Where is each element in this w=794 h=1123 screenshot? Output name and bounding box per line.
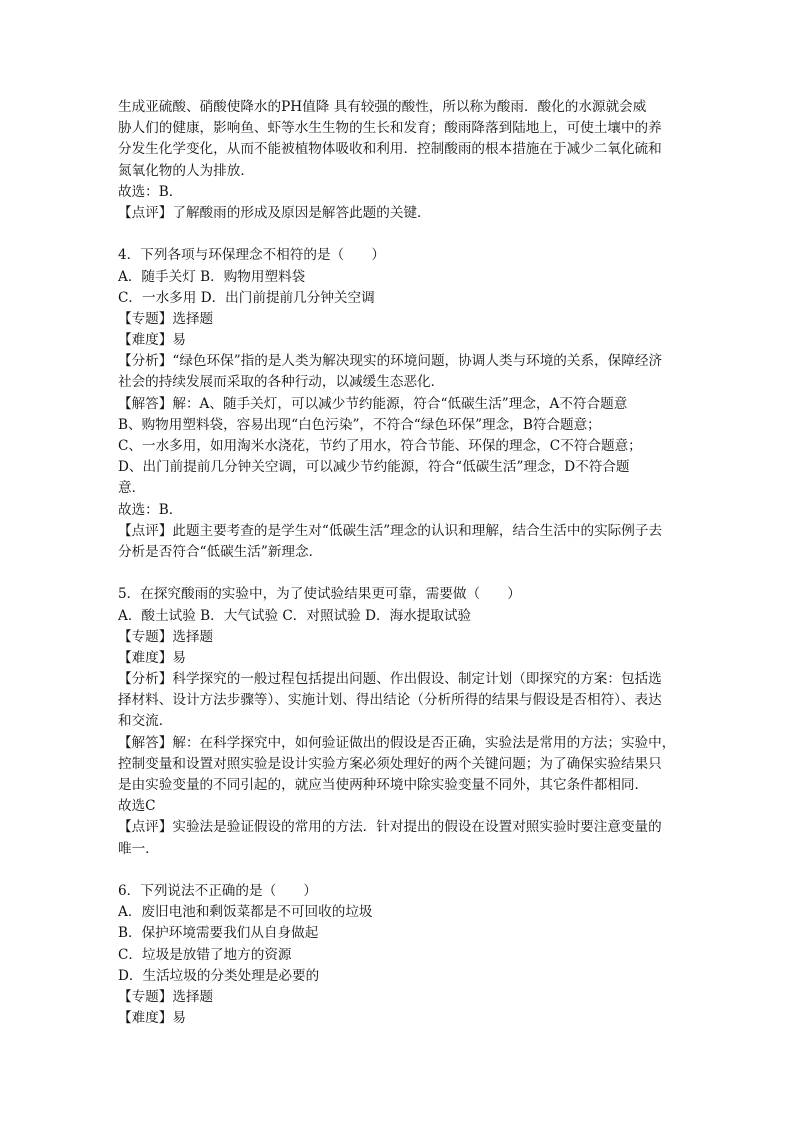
question-5 — [118, 584, 683, 859]
option-line: A．酸土试验 B．大气试验 C．对照试验 D．海水提取试验 — [118, 607, 472, 624]
paragraph-gap — [118, 563, 683, 584]
difficulty-line: 【难度】易 — [118, 649, 186, 666]
paragraph-gap — [118, 860, 683, 881]
document-page — [118, 97, 683, 1029]
text-line: 生成亚硫酸、硝酸使降水的PH值降 具有较强的酸性，所以称为酸雨．酸化的水源就会威 — [118, 99, 647, 115]
analysis-line: 和交流． — [118, 713, 173, 730]
option-line: C．垃圾是放错了地方的资源 — [118, 946, 292, 963]
question-stem: 5．在探究酸雨的实验中，为了使试验结果更可靠，需要做（ ） — [118, 586, 521, 603]
analysis-line: 【分析】科学探究的一般过程包括提出问题、作出假设、制定计划（即探究的方案：包括选 — [118, 671, 662, 688]
topic-line: 【专题】选择题 — [118, 310, 214, 327]
text-line: 氮氧化物的人为排放． — [118, 162, 254, 179]
comment-line: 唯一． — [118, 840, 159, 857]
difficulty-line: 【难度】易 — [118, 332, 186, 349]
solution-line: C、一水多用，如用淘米水浇花，节约了用水，符合节能、环保的理念，C不符合题意； — [118, 438, 642, 454]
comment-line: 分析是否符合“低碳生活”新理念． — [118, 543, 323, 560]
solution-line: 【解答】解：在科学探究中，如何验证做出的假设是否正确，实验法是常用的方法；实验中， — [118, 734, 676, 751]
analysis-line: 【分析】“绿色环保”指的是人类为解决现实的环境问题，协调人类与环境的关系，保障经济 — [118, 353, 663, 370]
question-stem: 4．下列各项与环保理念不相符的是（ ） — [118, 247, 385, 264]
question-4 — [118, 245, 683, 563]
option-line: D．生活垃圾的分类处理是必要的 — [118, 967, 320, 984]
option-line: B．保护环境需要我们从自身做起 — [118, 925, 319, 942]
solution-line: B、购物用塑料袋，容易出现“白色污染”，不符合“绿色环保”理念，B符合题意； — [118, 416, 601, 433]
option-line: C．一水多用 D．出门前提前几分钟关空调 — [118, 289, 375, 306]
solution-line: 是由实验变量的不同引起的，就应当使两种环境中除实验变量不同外，其它条件都相同． — [118, 777, 649, 793]
question-3-continuation — [118, 97, 683, 224]
comment-line: 【点评】此题主要考查的是学生对“低碳生活”理念的认识和理解，结合生活中的实际例子去 — [118, 522, 663, 539]
option-line: A．随手关灯 B．购物用塑料袋 — [118, 268, 306, 285]
option-line: A．废旧电池和剩饭菜都是不可回收的垃圾 — [118, 904, 373, 921]
analysis-line: 社会的持续发展而采取的各种行动，以减缓生态恶化． — [118, 374, 445, 391]
answer-line: 故选：B． — [118, 183, 183, 200]
solution-line: 控制变量和设置对照实验是设计实验方案必须处理好的两个关键问题；为了确保实验结果只 — [118, 755, 662, 772]
topic-line: 【专题】选择题 — [118, 628, 214, 645]
answer-line: 故选：B． — [118, 501, 183, 518]
analysis-line: 择材料、设计方法步骤等）、实施计划、得出结论（分析所得的结果与假设是否相符）、表达 — [118, 692, 662, 709]
text-line: 分发生化学变化，从而不能被植物体吸收和利用．控制酸雨的根本措施在于减少二氧化硫和 — [118, 141, 662, 158]
paragraph-gap — [118, 224, 683, 245]
question-stem: 6．下列说法不正确的是（ ） — [118, 882, 317, 899]
comment-line: 【点评】实验法是验证假设的常用的方法．针对提出的假设在设置对照实验时要注意变量的 — [118, 819, 662, 836]
solution-line: 意． — [118, 480, 146, 497]
question-6 — [118, 881, 683, 1029]
solution-line: 【解答】解：A、随手关灯，可以减少节约能源，符合“低碳生活”理念，A不符合题意 — [118, 395, 628, 412]
comment-line: 【点评】了解酸雨的形成及原因是解答此题的关键． — [118, 204, 431, 221]
solution-line: D、出门前提前几分钟关空调，可以减少节约能源，符合“低碳生活”理念，D不符合题 — [118, 459, 630, 476]
topic-line: 【专题】选择题 — [118, 988, 214, 1005]
difficulty-line: 【难度】易 — [118, 1010, 186, 1027]
text-line: 胁人们的健康，影响鱼、虾等水生生物的生长和发育；酸雨降落到陆地上，可使土壤中的养 — [118, 120, 662, 137]
answer-line: 故选C — [118, 798, 156, 815]
